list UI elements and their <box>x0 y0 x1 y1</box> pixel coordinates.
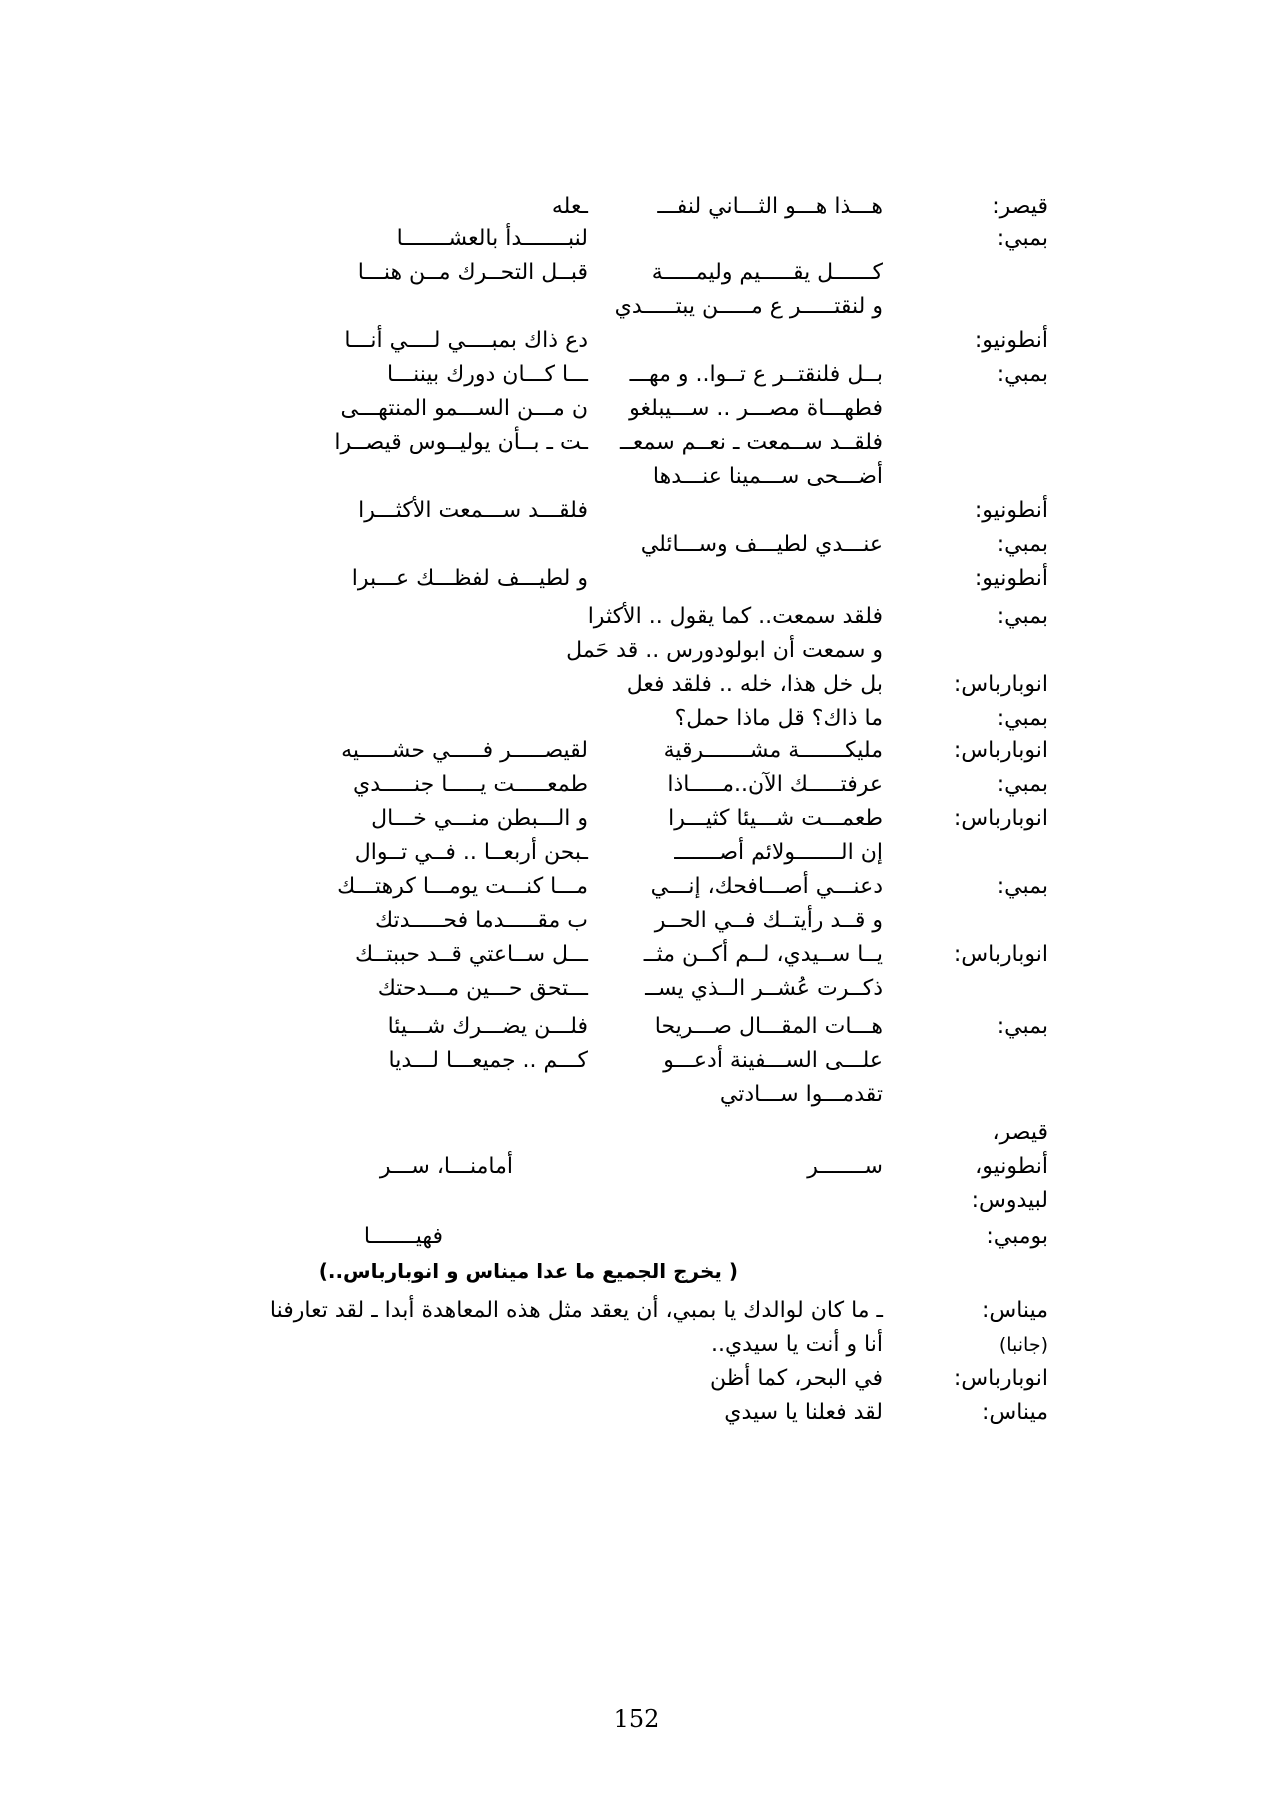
stage-direction: ( يخرج الجميع ما عدا ميناس و انوبارباس..) <box>318 1259 738 1283</box>
speaker-name: بمبي: <box>996 706 1048 731</box>
hemistich-second: أمامنـــا، ســـر <box>379 1154 513 1179</box>
verse-line <box>0 290 1273 324</box>
speaker-name: بمبي: <box>996 226 1048 251</box>
stage-direction-line <box>0 1254 1273 1288</box>
hemistich-second: و لطيـــف لفظـــك عـــبرا <box>351 566 588 591</box>
hemistich-first: طعمـــت شـــيئا كثيـــرا <box>668 806 883 831</box>
hemistich-second: ن مـــن الســـمو المنتهـــى <box>340 396 588 421</box>
verse-line <box>0 904 1273 938</box>
verse-line <box>0 1116 1273 1150</box>
hemistich-second: كـــم .. جميعـــا لـــديا <box>388 1048 588 1073</box>
hemistich-first: كــــــل يقـــــيم وليمـــــة <box>651 260 883 285</box>
hemistich-second: ـعله <box>551 194 588 219</box>
speaker-name: بمبي: <box>996 362 1048 387</box>
verse-line <box>0 1078 1273 1112</box>
dialogue-line <box>0 1396 1273 1430</box>
speaker-name: انوبارباس: <box>953 738 1048 763</box>
speaker-name: بومبي: <box>986 1224 1048 1249</box>
speaker-name: بمبي: <box>996 1014 1048 1039</box>
hemistich-first: علـــى الســـفينة أدعـــو <box>663 1048 883 1073</box>
verse-line <box>0 634 1273 668</box>
hemistich-second: ـــتحق حـــين مـــدحتك <box>377 976 588 1001</box>
hemistich-first: أضـــحى ســـمينا عنـــدها <box>652 464 883 489</box>
verse-line <box>0 668 1273 702</box>
verse-line <box>0 1184 1273 1218</box>
dialogue-line <box>0 1362 1273 1396</box>
speaker-name: بمبي: <box>996 532 1048 557</box>
hemistich-first: عرفتـــــك الآن..مـــــاذا <box>667 772 883 797</box>
verse-line <box>0 836 1273 870</box>
hemistich-second: ـت ـ بــأن يوليــوس قيصــرا <box>334 430 588 455</box>
dialogue-line <box>0 1294 1273 1328</box>
verse-line <box>0 494 1273 528</box>
speaker-name: انوبارباس: <box>953 942 1048 967</box>
dialogue-text: ـ ما كان لوالدك يا بمبي، أن يعقد مثل هذه المعاهدة أبدا ـ لقد تعارفنا <box>269 1298 883 1323</box>
hemistich-second: فلقـــد ســـمعت الأكثـــرا <box>358 498 588 523</box>
dialogue-text: لقد فعلنا يا سيدي <box>724 1400 883 1425</box>
dialogue-text: ما ذاك؟ قل ماذا حمل؟ <box>674 706 883 731</box>
hemistich-first: و لنقتـــــر ع مـــــن يبتـــــدي <box>614 294 883 319</box>
verse-line <box>0 1220 1273 1254</box>
hemistich-second: ـبحن أربعــا .. فــي تــوال <box>354 840 588 865</box>
speaker-name: انوبارباس: <box>953 806 1048 831</box>
dialogue-text: في البحر، كما أظن <box>710 1366 883 1391</box>
verse-line <box>0 222 1273 256</box>
verse-line <box>0 768 1273 802</box>
verse-line <box>0 802 1273 836</box>
speaker-name: ميناس: <box>981 1400 1048 1425</box>
hemistich-second: فلـــن يضـــرك شـــيئا <box>387 1014 588 1039</box>
hemistich-second: ـــا كـــان دورك بيننـــا <box>387 362 588 387</box>
hemistich-second: قبــل التحــرك مــن هنـــا <box>357 260 588 285</box>
speaker-name: بمبي: <box>996 772 1048 797</box>
hemistich-second: ب مقـــــدما فحـــــدتك <box>374 908 588 933</box>
hemistich-first: مليكـــــــة مشـــــــرقية <box>663 738 883 763</box>
hemistich-second: ـــل ســاعتي قــد حببتــك <box>354 942 588 967</box>
hemistich-second: دع ذاك بمبــــي لــــي أنـــا <box>344 328 588 353</box>
verse-line <box>0 1010 1273 1044</box>
speaker-name: أنطونيو: <box>974 498 1048 523</box>
verse-line <box>0 528 1273 562</box>
dialogue-text: فلقد سمعت.. كما يقول .. الأكثرا <box>587 604 883 629</box>
hemistich-first: عنـــدي لطيـــف وســـائلي <box>640 532 883 557</box>
dialogue-text: أنا و أنت يا سيدي.. <box>710 1332 883 1357</box>
hemistich-first: إن الـــــــولائم أصـــــــ <box>674 840 883 865</box>
speaker-name: لبيدوس: <box>971 1188 1048 1213</box>
hemistich-first: ســـــــر <box>807 1154 883 1179</box>
hemistich-first: فطهـــاة مصـــر .. ســـيبلغو <box>629 396 883 421</box>
verse-line <box>0 702 1273 736</box>
speaker-name: قيصر، <box>992 1120 1048 1145</box>
speaker-name: بمبي: <box>996 874 1048 899</box>
dialogue-text: بل خل هذا، خله .. فلقد فعل <box>626 672 883 697</box>
speaker-name: أنطونيو: <box>974 566 1048 591</box>
verse-line <box>0 190 1273 224</box>
hemistich-second: و الـــبطن منـــي خـــال <box>371 806 588 831</box>
hemistich-second: فهيـــــــا <box>363 1224 443 1249</box>
speaker-name: أنطونيو: <box>974 328 1048 353</box>
dialogue-text: و سمعت أن ابولودورس .. قد حَمل <box>566 638 883 663</box>
page-number: 152 <box>613 1705 660 1733</box>
hemistich-second: مـــا كنـــت يومـــا كرهتـــك <box>337 874 588 899</box>
verse-line <box>0 1044 1273 1078</box>
hemistich-first: فلقــد ســمعت ـ نعــم سمعــ <box>620 430 883 455</box>
hemistich-first: هـــذا هـــو الثـــاني لنفـــ <box>657 194 883 219</box>
verse-line <box>0 972 1273 1006</box>
hemistich-first: ذكــرت عُشــر الــذي يســ <box>645 976 883 1001</box>
hemistich-first: و قــد رأيتــك فــي الحــر <box>654 908 883 933</box>
verse-line <box>0 426 1273 460</box>
verse-line <box>0 324 1273 358</box>
verse-line <box>0 734 1273 768</box>
hemistich-first: هـــات المقـــال صـــريحا <box>654 1014 883 1039</box>
hemistich-second: لقيصـــــر فـــــي حشـــــيه <box>341 738 588 763</box>
speaker-name: بمبي: <box>996 604 1048 629</box>
hemistich-first: تقدمـــوا ســـادتي <box>719 1082 883 1107</box>
verse-line <box>0 392 1273 426</box>
verse-line <box>0 460 1273 494</box>
hemistich-first: يــا ســيدي، لــم أكــن مثــ <box>643 942 883 967</box>
verse-line <box>0 358 1273 392</box>
speaker-name: أنطونيو، <box>975 1154 1048 1179</box>
speaker-name: انوبارباس: <box>953 672 1048 697</box>
dialogue-line <box>0 1328 1273 1362</box>
hemistich-first: دعنـــي أصـــافحك، إنـــي <box>650 874 883 899</box>
verse-line <box>0 938 1273 972</box>
verse-line <box>0 870 1273 904</box>
verse-line <box>0 562 1273 596</box>
speaker-name: قيصر: <box>992 194 1048 219</box>
hemistich-first: بــل فلنقتــر ع تــوا.. و مهـــ <box>629 362 883 387</box>
speaker-name: ميناس: <box>981 1298 1048 1323</box>
hemistich-second: لنبـــــــدأ بالعشـــــــا <box>396 226 588 251</box>
verse-line <box>0 600 1273 634</box>
speaker-name: انوبارباس: <box>953 1366 1048 1391</box>
verse-line <box>0 1150 1273 1184</box>
hemistich-second: طمعـــــت يـــــا جنـــــدي <box>353 772 588 797</box>
verse-line <box>0 256 1273 290</box>
speaker-name: (جانبا) <box>998 1334 1048 1356</box>
